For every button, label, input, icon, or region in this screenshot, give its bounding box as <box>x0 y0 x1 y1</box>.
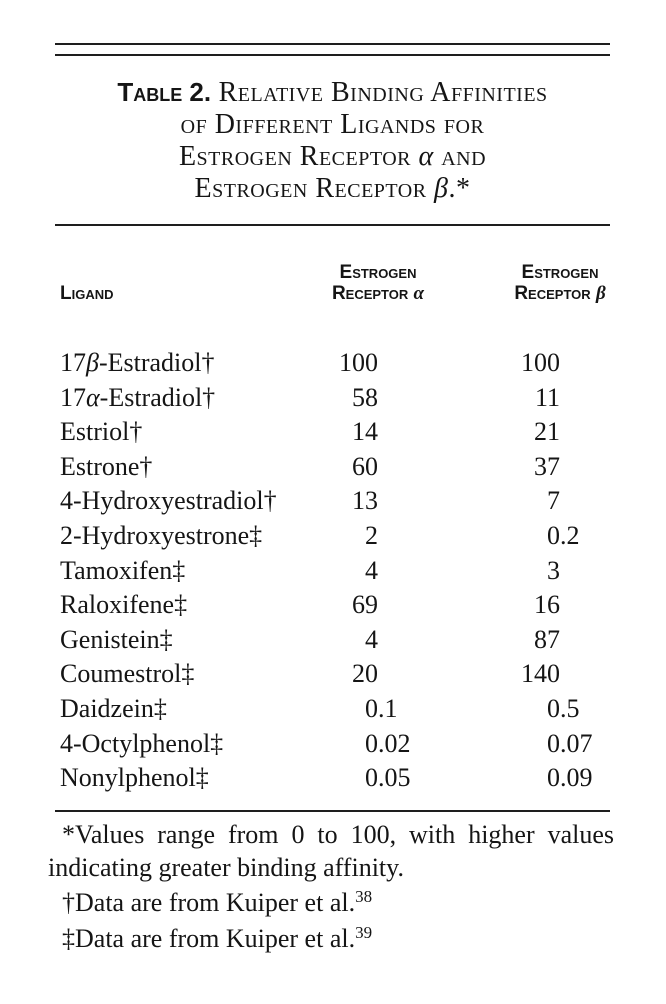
table-header-row <box>55 258 610 304</box>
table-row <box>55 450 610 485</box>
table-row <box>55 484 610 519</box>
footnote-double-dagger: ‡Data are from Kuiper et al.$^{39}$ <box>62 923 373 953</box>
er-beta-cell: 140 <box>521 659 560 689</box>
ligand-cell: 17α-Estradiol† <box>60 382 216 412</box>
er-alpha-cell: 0.05 <box>365 763 411 793</box>
table-row <box>55 727 610 762</box>
er-beta-cell: 0.07 <box>547 728 593 758</box>
rule-under-title <box>55 224 610 226</box>
er-alpha-cell: 4 <box>365 555 378 585</box>
table-row <box>55 657 610 692</box>
er-alpha-cell: 60 <box>352 451 378 481</box>
table-body <box>55 346 610 796</box>
er-alpha-cell: 2 <box>365 520 378 550</box>
ligand-cell: 17β-Estradiol† <box>60 348 215 377</box>
er-beta-cell: 21 <box>534 417 560 447</box>
ligand-cell: 4-Octylphenol‡ <box>60 728 224 758</box>
ligand-cell: Nonylphenol‡ <box>60 763 209 793</box>
ligand-cell: 2-Hydroxyestrone‡ <box>60 520 263 550</box>
er-beta-cell: 16 <box>534 590 560 620</box>
table-number-label: Table 2. <box>117 77 212 107</box>
table-title-line3: Estrogen Receptor α and <box>178 141 487 172</box>
er-beta-cell: 0.09 <box>547 763 593 793</box>
er-alpha-cell: 14 <box>352 417 378 447</box>
column-header-er-beta: Estrogen Receptor β <box>514 262 606 304</box>
ligand-cell: Daidzein‡ <box>60 693 167 723</box>
er-beta-cell: 3 <box>547 555 560 585</box>
er-alpha-cell: 13 <box>352 486 378 516</box>
table-row <box>55 623 610 658</box>
table-title-line2: of Different Ligands for <box>180 109 485 140</box>
er-beta-cell: 0.2 <box>547 520 580 550</box>
column-header-ligand: Ligand <box>60 283 114 304</box>
table-row <box>55 761 610 796</box>
ligand-cell: Estrone† <box>60 451 153 481</box>
ligand-cell: Raloxifene‡ <box>60 590 188 620</box>
reference-number: 38 <box>355 887 373 906</box>
er-beta-cell: 7 <box>547 486 560 516</box>
er-alpha-cell: 0.02 <box>365 728 411 758</box>
er-alpha-cell: 100 <box>339 348 378 377</box>
er-alpha-cell: 69 <box>352 590 378 620</box>
er-beta-cell: 87 <box>534 624 560 654</box>
er-beta-cell: 0.5 <box>547 693 580 723</box>
er-alpha-cell: 58 <box>352 382 378 412</box>
top-double-rule <box>55 43 610 56</box>
table-row <box>55 381 610 416</box>
table-row <box>55 519 610 554</box>
table-row <box>55 692 610 727</box>
table-row <box>55 415 610 450</box>
table-title-line1: Relative Binding Affinities <box>218 77 548 108</box>
footnote-asterisk: *Values range from 0 to 100, with higher values indicating greater binding affinity. <box>48 820 614 882</box>
table-title <box>55 76 610 205</box>
ligand-cell: Genistein‡ <box>60 624 173 654</box>
table-row <box>55 554 610 589</box>
ligand-cell: Estriol† <box>60 417 143 447</box>
table-row <box>55 346 610 381</box>
er-beta-cell: 11 <box>534 382 560 412</box>
table-row <box>55 588 610 623</box>
er-beta-cell: 100 <box>521 348 560 377</box>
table-title-line4: Estrogen Receptor β.* <box>194 173 471 204</box>
rule-under-body <box>55 810 610 812</box>
column-header-er-alpha: Estrogen Receptor α <box>331 262 425 304</box>
ligand-cell: Coumestrol‡ <box>60 659 195 689</box>
er-alpha-cell: 0.1 <box>365 693 398 723</box>
footnote-dagger: †Data are from Kuiper et al.$^{38}$ <box>62 887 373 917</box>
ligand-cell: 4-Hydroxyestradiol† <box>60 486 277 516</box>
ligand-cell: Tamoxifen‡ <box>60 555 186 585</box>
reference-number: 39 <box>355 923 373 942</box>
er-alpha-cell: 4 <box>365 624 378 654</box>
er-beta-cell: 37 <box>534 451 560 481</box>
er-alpha-cell: 20 <box>352 659 378 689</box>
